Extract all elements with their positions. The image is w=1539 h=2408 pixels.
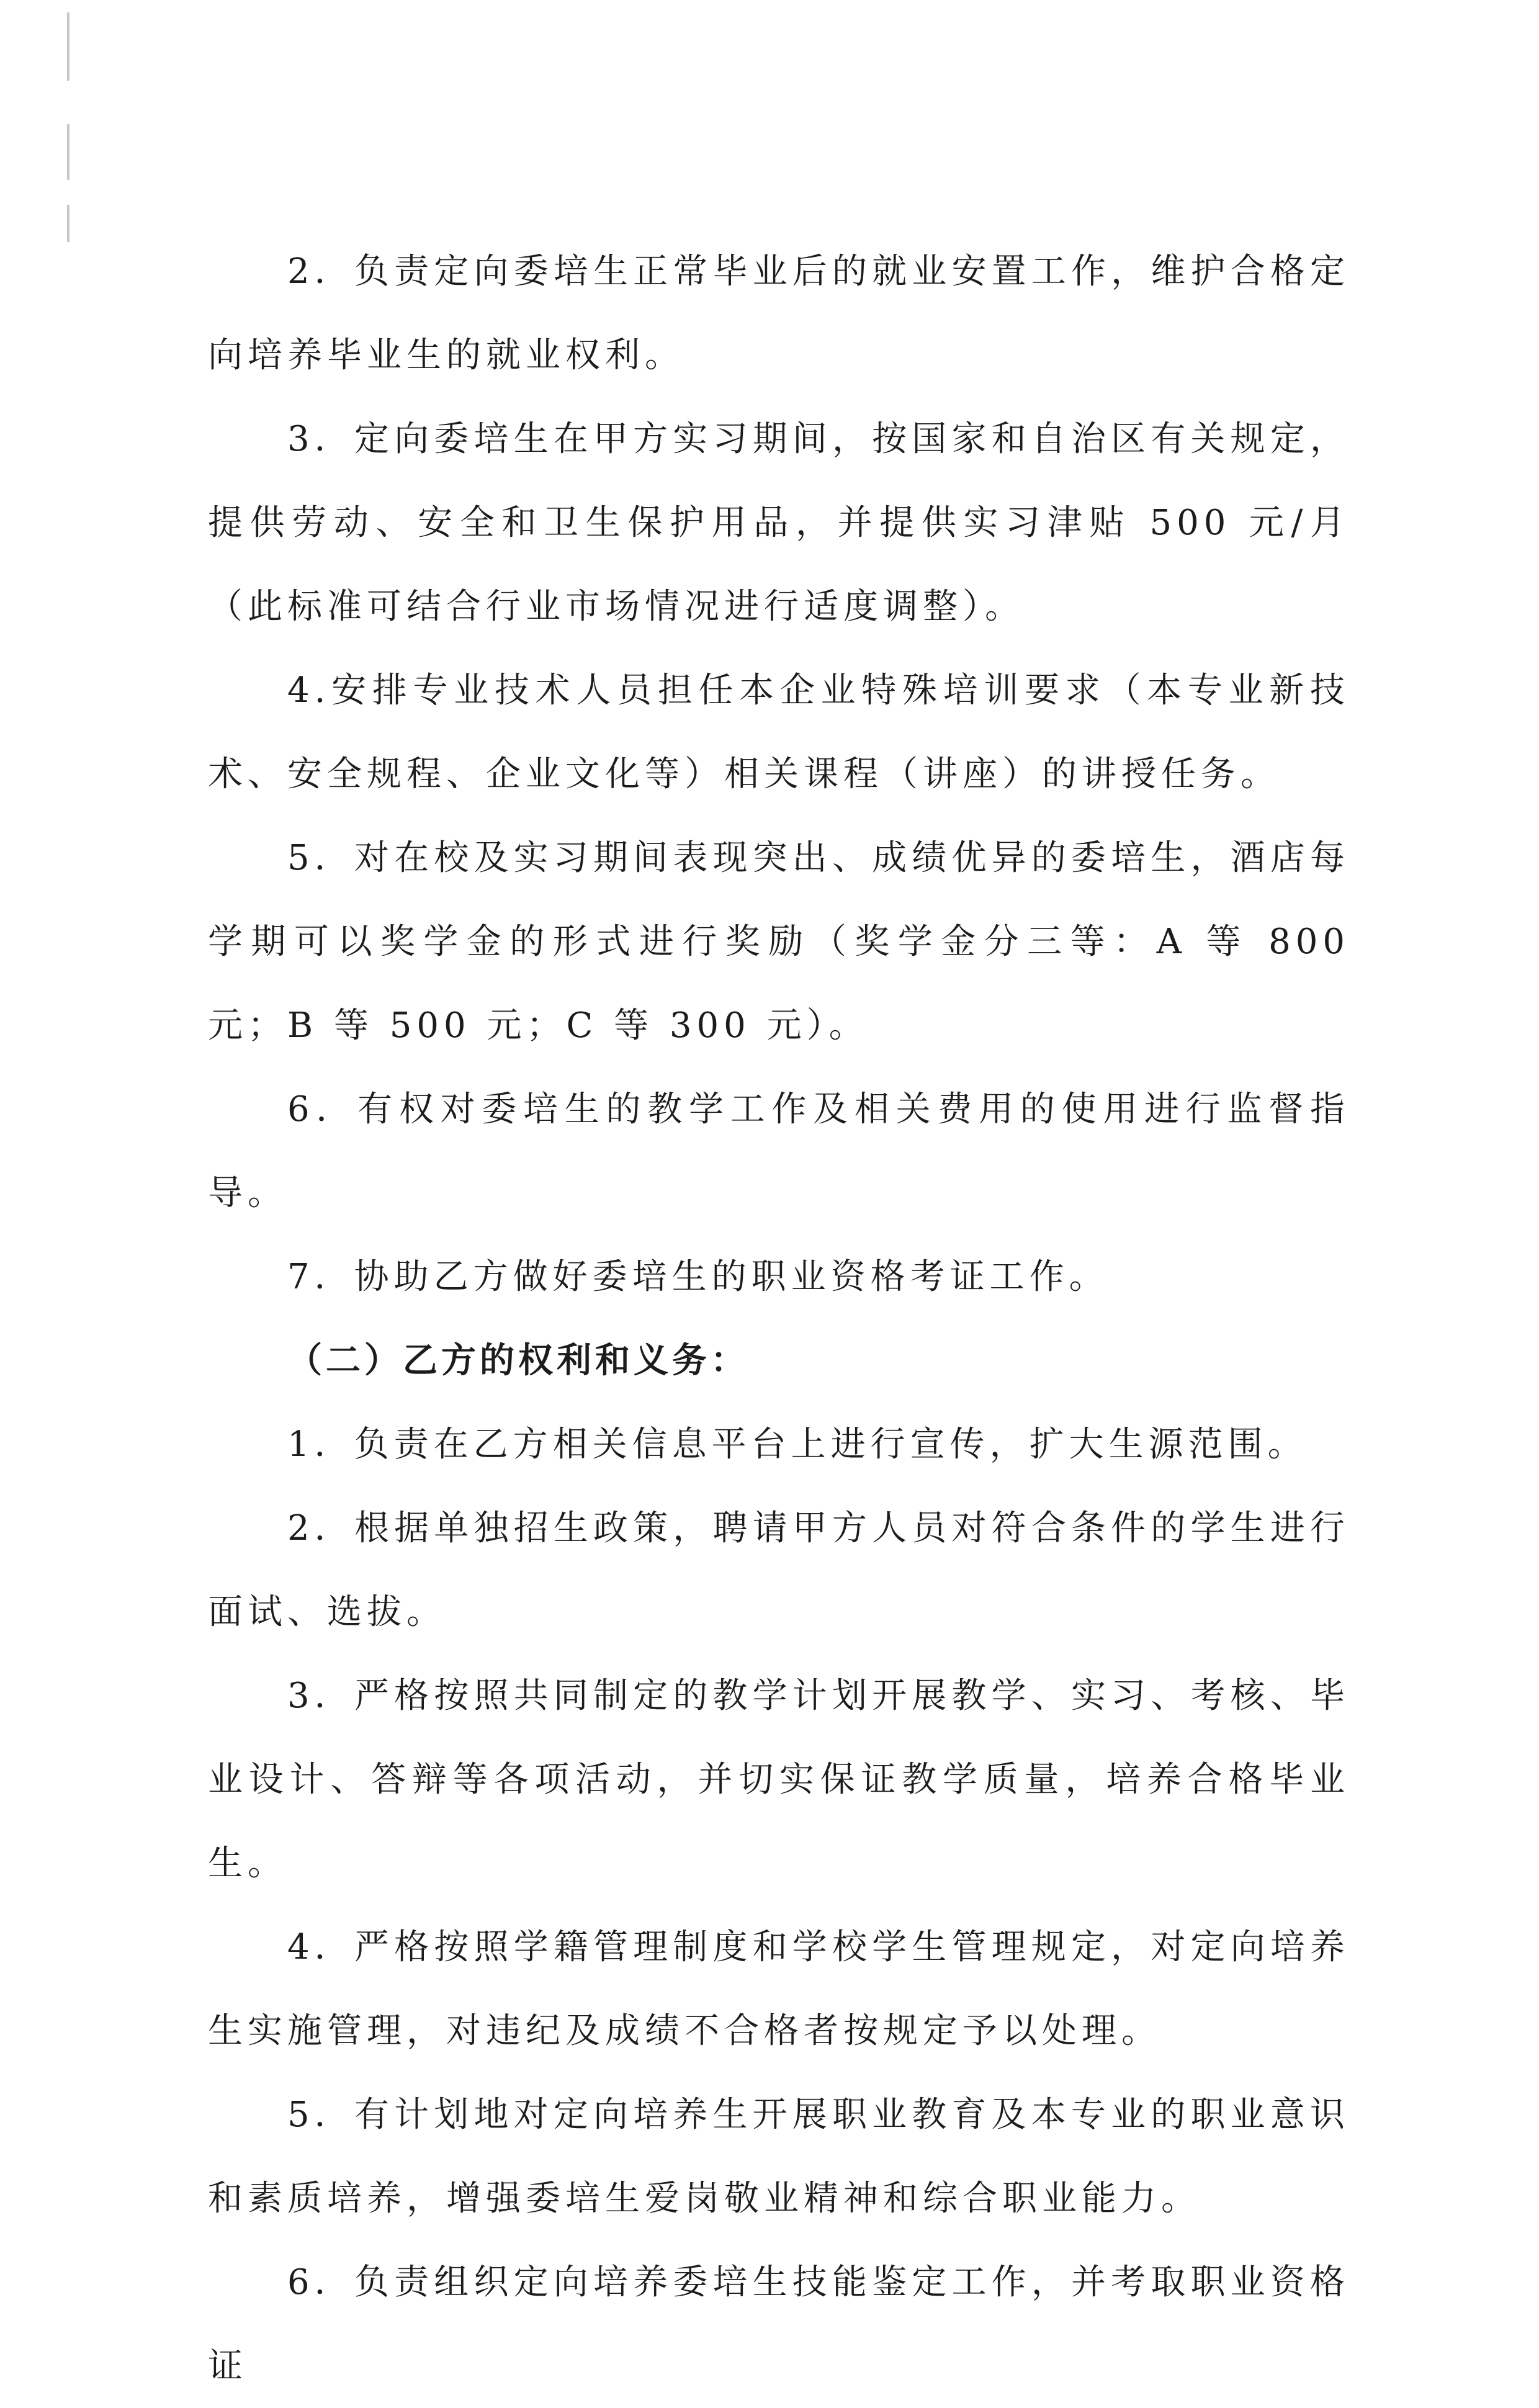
binding-mark	[67, 12, 70, 81]
document-body	[208, 230, 1350, 2408]
paragraph-party-a-item-6: 6．有权对委培生的教学工作及相关费用的使用进行监督指导。	[208, 1089, 1350, 1213]
paragraph-party-b-item-6: 6．负责组织定向培养委培生技能鉴定工作，并考取职业资格证	[208, 2262, 1350, 2386]
paragraph-party-a-item-4: 4.安排专业技术人员担任本企业特殊培训要求（本专业新技术、安全规程、企业文化等）相关课程（讲座）的讲授任务。	[208, 670, 1350, 794]
paragraph-party-a-item-3: 3．定向委培生在甲方实习期间，按国家和自治区有关规定，提供劳动、安全和卫生保护用品，并提供实习津贴 500 元/月（此标准可结合行业市场情况进行适度调整）。	[208, 419, 1350, 627]
paragraph-party-b-item-3: 3．严格按照共同制定的教学计划开展教学、实习、考核、毕业设计、答辩等各项活动，并切实保证教学质量，培养合格毕业生。	[208, 1676, 1350, 1884]
binding-mark	[67, 124, 70, 180]
paragraph-party-b-item-2: 2．根据单独招生政策，聘请甲方人员对符合条件的学生进行面试、选拔。	[208, 1508, 1350, 1632]
paragraph-party-a-item-7: 7．协助乙方做好委培生的职业资格考证工作。	[287, 1257, 1109, 1297]
paragraph-party-a-item-2: 2．负责定向委培生正常毕业后的就业安置工作，维护合格定向培养毕业生的就业权利。	[208, 251, 1350, 375]
paragraph-party-b-item-1: 1．负责在乙方相关信息平台上进行宣传，扩大生源范围。	[287, 1424, 1308, 1465]
paragraph-party-a-item-5: 5．对在校及实习期间表现突出、成绩优异的委培生，酒店每学期可以奖学金的形式进行奖励（奖学金分三等：A 等 800 元；B 等 500 元；C 等 300 元）。	[208, 838, 1350, 1046]
paragraph-party-b-item-5: 5．有计划地对定向培养生开展职业教育及本专业的职业意识和素质培养，增强委培生爱岗敬业精神和综合职业能力。	[208, 2095, 1350, 2219]
section-heading-party-b: （二）乙方的权利和义务：	[287, 1340, 749, 1381]
binding-mark	[67, 205, 70, 242]
paragraph-party-b-item-4: 4．严格按照学籍管理制度和学校学生管理规定，对定向培养生实施管理，对违纪及成绩不合格者按规定予以处理。	[208, 1927, 1350, 2051]
